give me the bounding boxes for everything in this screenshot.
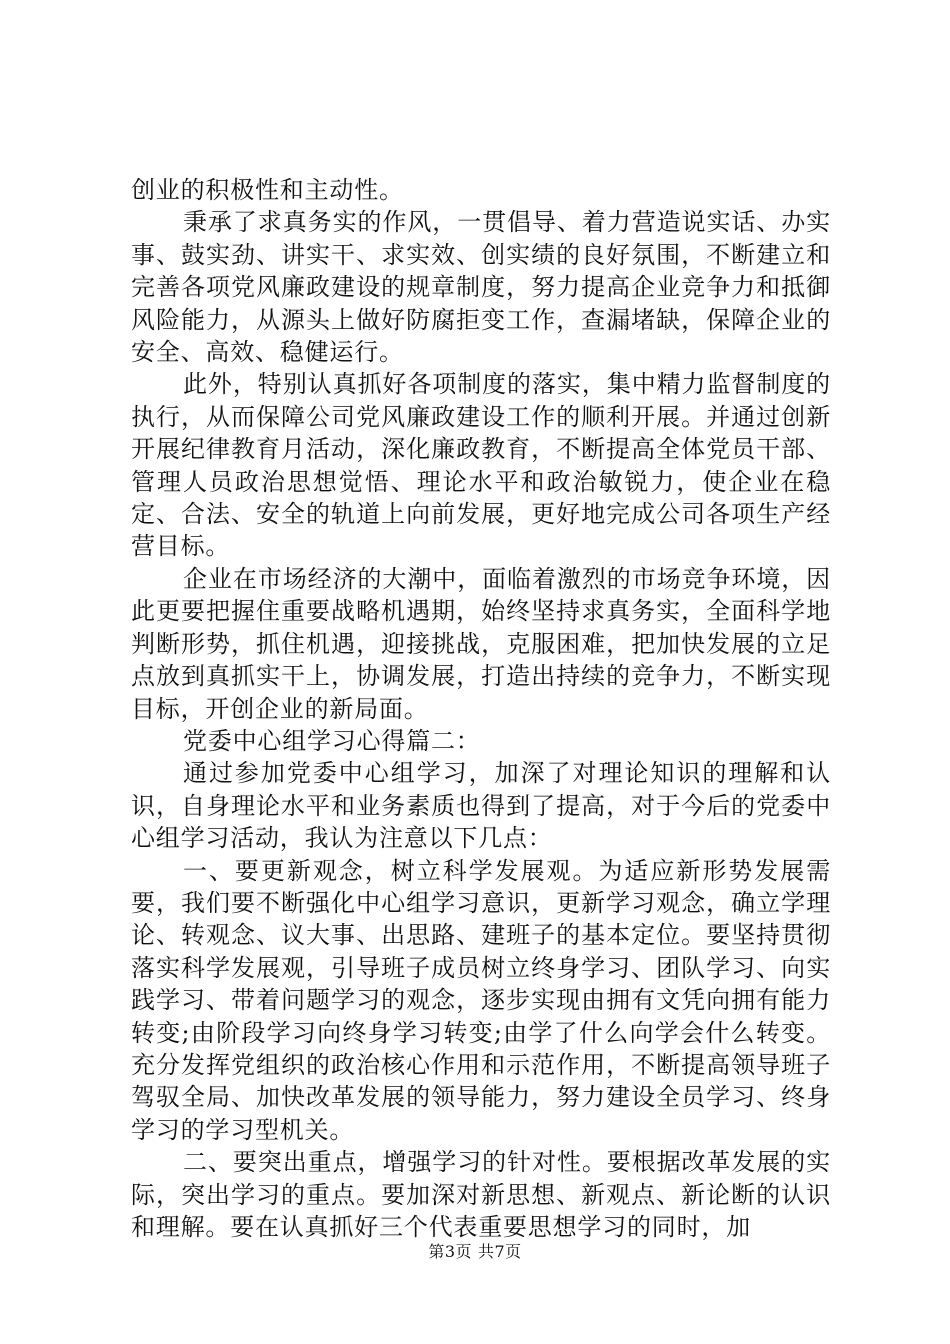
page-footer (0, 1242, 950, 1262)
section-heading: 党委中心组学习心得篇二： (183, 726, 481, 755)
paragraph-4: 企业在市场经济的大潮中，面临着激烈的市场竞争环境，因此更要把握住重要战略机遇期，始终坚持求真务实，全面科学地判断形势，抓住机遇，迎接挑战，克服困难，把加快发展的立足点放到真抓实干上，协调发展，打造出持续的竞争力，不断实现目标，开创企业的新局面。 (131, 564, 831, 723)
paragraph-3: 此外，特别认真抓好各项制度的落实，集中精力监督制度的执行，从而保障公司党风廉政建设工作的顺利开展。并通过创新开展纪律教育月活动，深化廉政教育，不断提高全体党员干部、管理人员政治思想觉悟、理论水平和政治敏锐力，使企业在稳定、合法、安全的轨道上向前发展，更好地完成公司各项生产经营目标。 (131, 370, 831, 561)
document-body (131, 174, 831, 1243)
paragraph-1: 创业的积极性和主动性。 (131, 176, 404, 204)
page-number: 第3页 (428, 1242, 472, 1261)
paragraph-6: 通过参加党委中心组学习，加深了对理论知识的理解和认识，自身理论水平和业务素质也得到了提高，对于今后的党委中心组学习活动，我认为注意以下几点： (131, 759, 831, 853)
paragraph-8: 二、要突出重点，增强学习的针对性。要根据改革发展的实际，突出学习的重点。要加深对新思想、新观点、新论断的认识和理解。要在认真抓好三个代表重要思想学习的同时，加 (131, 1148, 831, 1241)
paragraph-7: 一、要更新观念，树立科学发展观。为适应新形势发展需要，我们要不断强化中心组学习意识，更新学习观念，确立学理论、转观念、议大事、出思路、建班子的基本定位。要坚持贯彻落实科学发展观，引导班子成员树立终身学习、团队学习、向实践学习、带着问题学习的观念，逐步实现由拥有文凭向拥有能力转变;由阶段学习向终身学习转变;由学了什么向学会什么转变。充分发挥党组织的政治核心作用和示范作用，不断提高领导班子驾驭全局、加快改革发展的领导能力，努力建设全员学习、终身学习的学习型机关。 (131, 856, 831, 1144)
total-pages: 共7页 (478, 1242, 522, 1261)
paragraph-2: 秉承了求真务实的作风，一贯倡导、着力营造说实话、办实事、鼓实劲、讲实干、求实效、创实绩的良好氛围，不断建立和完善各项党风廉政建设的规章制度，努力提高企业竞争力和抵御风险能力，从源头上做好防腐拒变工作，查漏堵缺，保障企业的安全、高效、稳健运行。 (131, 208, 831, 367)
